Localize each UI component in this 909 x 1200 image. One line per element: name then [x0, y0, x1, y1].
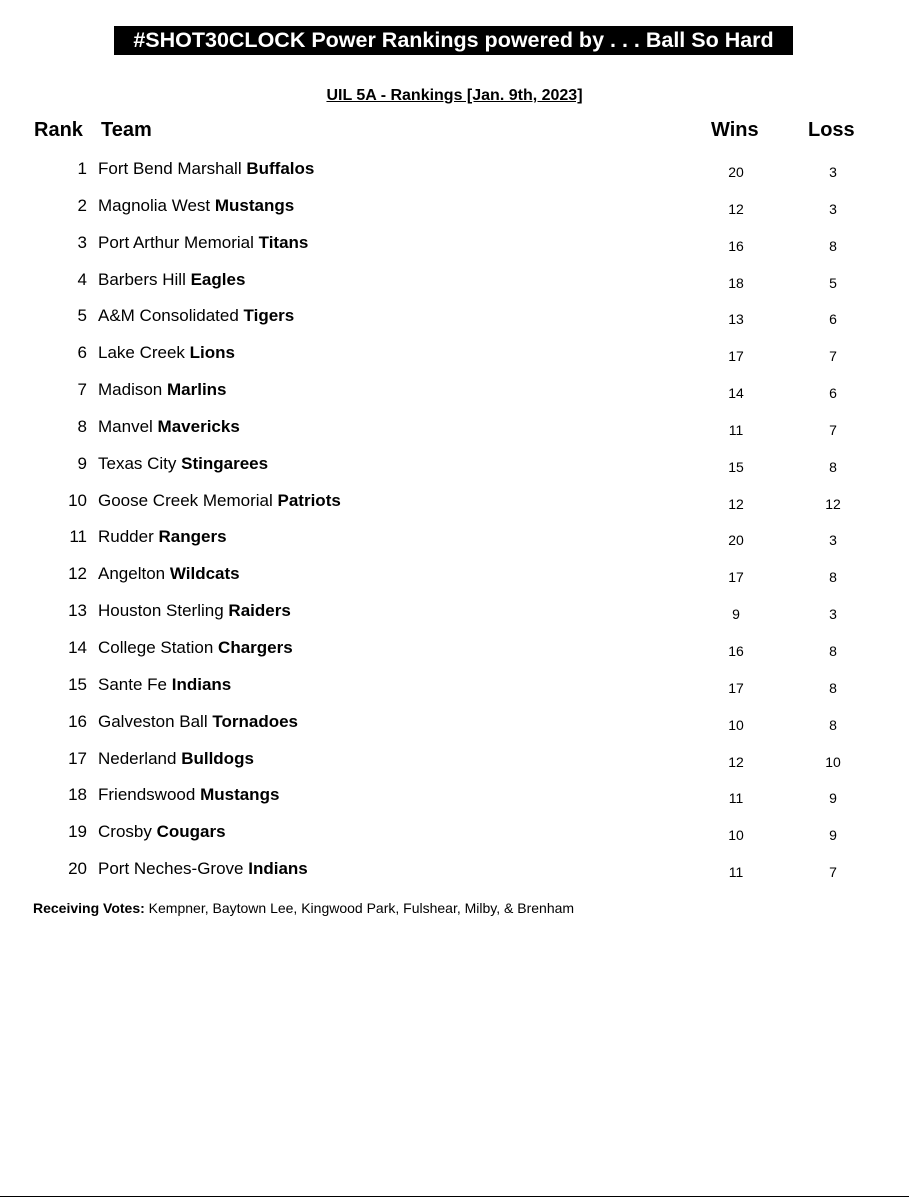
team-name	[98, 491, 341, 511]
column-header-wins: Wins	[711, 119, 759, 141]
wins-value: 11	[728, 421, 744, 438]
rank-number: 7	[77, 380, 87, 400]
ranking-row	[0, 815, 909, 852]
wins-value: 9	[732, 606, 740, 623]
school-name: Houston Sterling	[98, 601, 224, 621]
rank-number: 4	[77, 269, 87, 289]
ranking-row	[0, 742, 909, 779]
rankings-table	[0, 152, 909, 889]
team-mascot: Indians	[171, 674, 232, 694]
wins-value: 13	[728, 311, 744, 328]
team-name	[98, 675, 231, 695]
team-mascot: Buffalos	[246, 159, 315, 178]
school-name: A&M Consolidated	[98, 306, 239, 326]
loss-value: 9	[829, 790, 837, 807]
ranking-row	[0, 226, 909, 263]
team-mascot: Cougars	[156, 822, 226, 842]
rank-number: 20	[68, 859, 87, 879]
ranking-row	[0, 299, 909, 336]
loss-value: 6	[829, 385, 837, 402]
rank-number: 6	[77, 343, 87, 363]
team-mascot: Indians	[248, 859, 308, 879]
ranking-row	[0, 336, 909, 373]
rank-number: 18	[68, 785, 87, 805]
wins-value: 10	[728, 716, 744, 733]
loss-value: 8	[829, 642, 837, 659]
ranking-row	[0, 594, 909, 631]
rank-number: 15	[68, 674, 87, 694]
ranking-row	[0, 668, 909, 705]
team-mascot: Lions	[189, 343, 236, 363]
ranking-row	[0, 263, 909, 300]
loss-value: 6	[829, 311, 837, 328]
team-mascot: Eagles	[190, 269, 246, 289]
team-name	[98, 601, 291, 621]
school-name: Port Neches-Grove	[98, 859, 244, 879]
team-name	[98, 233, 308, 253]
ranking-row	[0, 705, 909, 742]
school-name: Madison	[98, 380, 163, 400]
team-mascot: Mustangs	[214, 195, 295, 215]
receiving-votes	[33, 900, 574, 916]
ranking-row	[0, 373, 909, 410]
ranking-row	[0, 631, 909, 668]
rank-number: 1	[77, 159, 87, 178]
team-name	[98, 527, 227, 547]
team-name	[98, 196, 294, 216]
wins-value: 16	[728, 237, 744, 254]
wins-value: 18	[728, 274, 744, 291]
school-name: Rudder	[98, 527, 154, 547]
team-name	[98, 785, 279, 805]
team-mascot: Bulldogs	[181, 748, 254, 768]
page-banner: #SHOT30CLOCK Power Rankings powered by . . . Ball So Hard	[114, 26, 793, 55]
loss-value: 5	[829, 274, 837, 291]
school-name: Angelton	[98, 564, 166, 584]
loss-value: 3	[829, 164, 837, 180]
wins-value: 16	[728, 642, 744, 659]
school-name: Lake Creek	[98, 343, 185, 363]
school-name: College Station	[98, 637, 214, 657]
loss-value: 8	[829, 569, 837, 586]
receiving-votes-label: Receiving Votes:	[33, 900, 145, 916]
school-name: Port Arthur Memorial	[98, 232, 254, 252]
wins-value: 14	[728, 385, 744, 402]
team-name	[98, 638, 293, 658]
loss-value: 3	[829, 532, 837, 549]
team-name	[98, 270, 245, 290]
ranking-row	[0, 852, 909, 889]
wins-value: 11	[728, 790, 744, 807]
ranking-row	[0, 447, 909, 484]
ranking-row	[0, 484, 909, 521]
loss-value: 7	[829, 864, 837, 881]
school-name: Goose Creek Memorial	[98, 490, 273, 510]
rank-number: 2	[77, 195, 87, 215]
ranking-row	[0, 152, 909, 189]
team-name	[98, 306, 294, 326]
team-mascot: Chargers	[218, 637, 293, 657]
school-name: Nederland	[98, 748, 177, 768]
rank-number: 12	[68, 564, 87, 584]
rank-number: 13	[68, 601, 87, 621]
loss-value: 3	[829, 200, 837, 217]
column-header-team: Team	[101, 119, 152, 141]
team-mascot: Mavericks	[157, 416, 240, 436]
ranking-row	[0, 189, 909, 226]
school-name: Friendswood	[98, 785, 196, 805]
team-name	[98, 712, 298, 732]
team-mascot: Tornadoes	[212, 711, 298, 731]
team-name	[98, 417, 240, 437]
ranking-row	[0, 520, 909, 557]
rank-number: 3	[77, 232, 87, 252]
wins-value: 20	[728, 164, 744, 180]
team-name	[98, 454, 268, 474]
loss-value: 9	[829, 827, 837, 844]
rank-number: 5	[77, 306, 87, 326]
school-name: Barbers Hill	[98, 269, 186, 289]
wins-value: 12	[728, 495, 744, 512]
loss-value: 8	[829, 679, 837, 696]
team-name	[98, 343, 235, 363]
school-name: Fort Bend Marshall	[98, 159, 242, 178]
loss-value: 8	[829, 237, 837, 254]
team-name	[98, 159, 314, 179]
team-mascot: Patriots	[277, 490, 341, 510]
wins-value: 15	[728, 458, 744, 475]
receiving-votes-teams: Kempner, Baytown Lee, Kingwood Park, Fulshear, Milby, & Brenham	[148, 900, 575, 916]
team-mascot: Raiders	[228, 601, 291, 621]
team-mascot: Rangers	[158, 527, 227, 547]
wins-value: 20	[728, 532, 744, 549]
loss-value: 8	[829, 458, 837, 475]
page-subtitle: UIL 5A - Rankings [Jan. 9th, 2023]	[326, 87, 583, 104]
team-mascot: Mustangs	[200, 785, 280, 805]
team-mascot: Marlins	[167, 380, 227, 400]
loss-value: 8	[829, 716, 837, 733]
column-header-loss: Loss	[808, 119, 855, 141]
school-name: Manvel	[98, 416, 153, 436]
team-name	[98, 822, 226, 842]
team-mascot: Tigers	[243, 306, 295, 326]
ranking-row	[0, 557, 909, 594]
school-name: Crosby	[98, 822, 152, 842]
school-name: Texas City	[98, 453, 177, 473]
team-mascot: Titans	[258, 232, 309, 252]
column-header-rank: Rank	[34, 119, 83, 141]
wins-value: 17	[728, 348, 744, 365]
ranking-row	[0, 410, 909, 447]
loss-value: 10	[825, 753, 841, 770]
team-name	[98, 859, 308, 879]
rank-number: 8	[77, 416, 87, 436]
team-mascot: Stingarees	[181, 453, 269, 473]
wins-value: 12	[728, 753, 744, 770]
rank-number: 11	[69, 527, 87, 547]
school-name: Magnolia West	[98, 195, 211, 215]
loss-value: 7	[829, 348, 837, 365]
rank-number: 19	[68, 822, 87, 842]
wins-value: 17	[728, 679, 744, 696]
rank-number: 9	[77, 453, 87, 473]
team-name	[98, 564, 240, 584]
team-name	[98, 380, 227, 400]
school-name: Sante Fe	[98, 674, 167, 694]
rank-number: 14	[68, 637, 87, 657]
wins-value: 11	[728, 864, 744, 881]
team-mascot: Wildcats	[169, 564, 240, 584]
loss-value: 3	[829, 606, 837, 623]
school-name: Galveston Ball	[98, 711, 208, 731]
rank-number: 10	[68, 490, 87, 510]
ranking-row	[0, 778, 909, 815]
wins-value: 17	[728, 569, 744, 586]
bottom-divider	[0, 1196, 909, 1197]
wins-value: 10	[728, 827, 744, 844]
team-name	[98, 749, 254, 769]
loss-value: 7	[829, 421, 837, 438]
rank-number: 17	[68, 748, 87, 768]
loss-value: 12	[825, 495, 841, 512]
wins-value: 12	[728, 200, 744, 217]
rank-number: 16	[68, 711, 87, 731]
